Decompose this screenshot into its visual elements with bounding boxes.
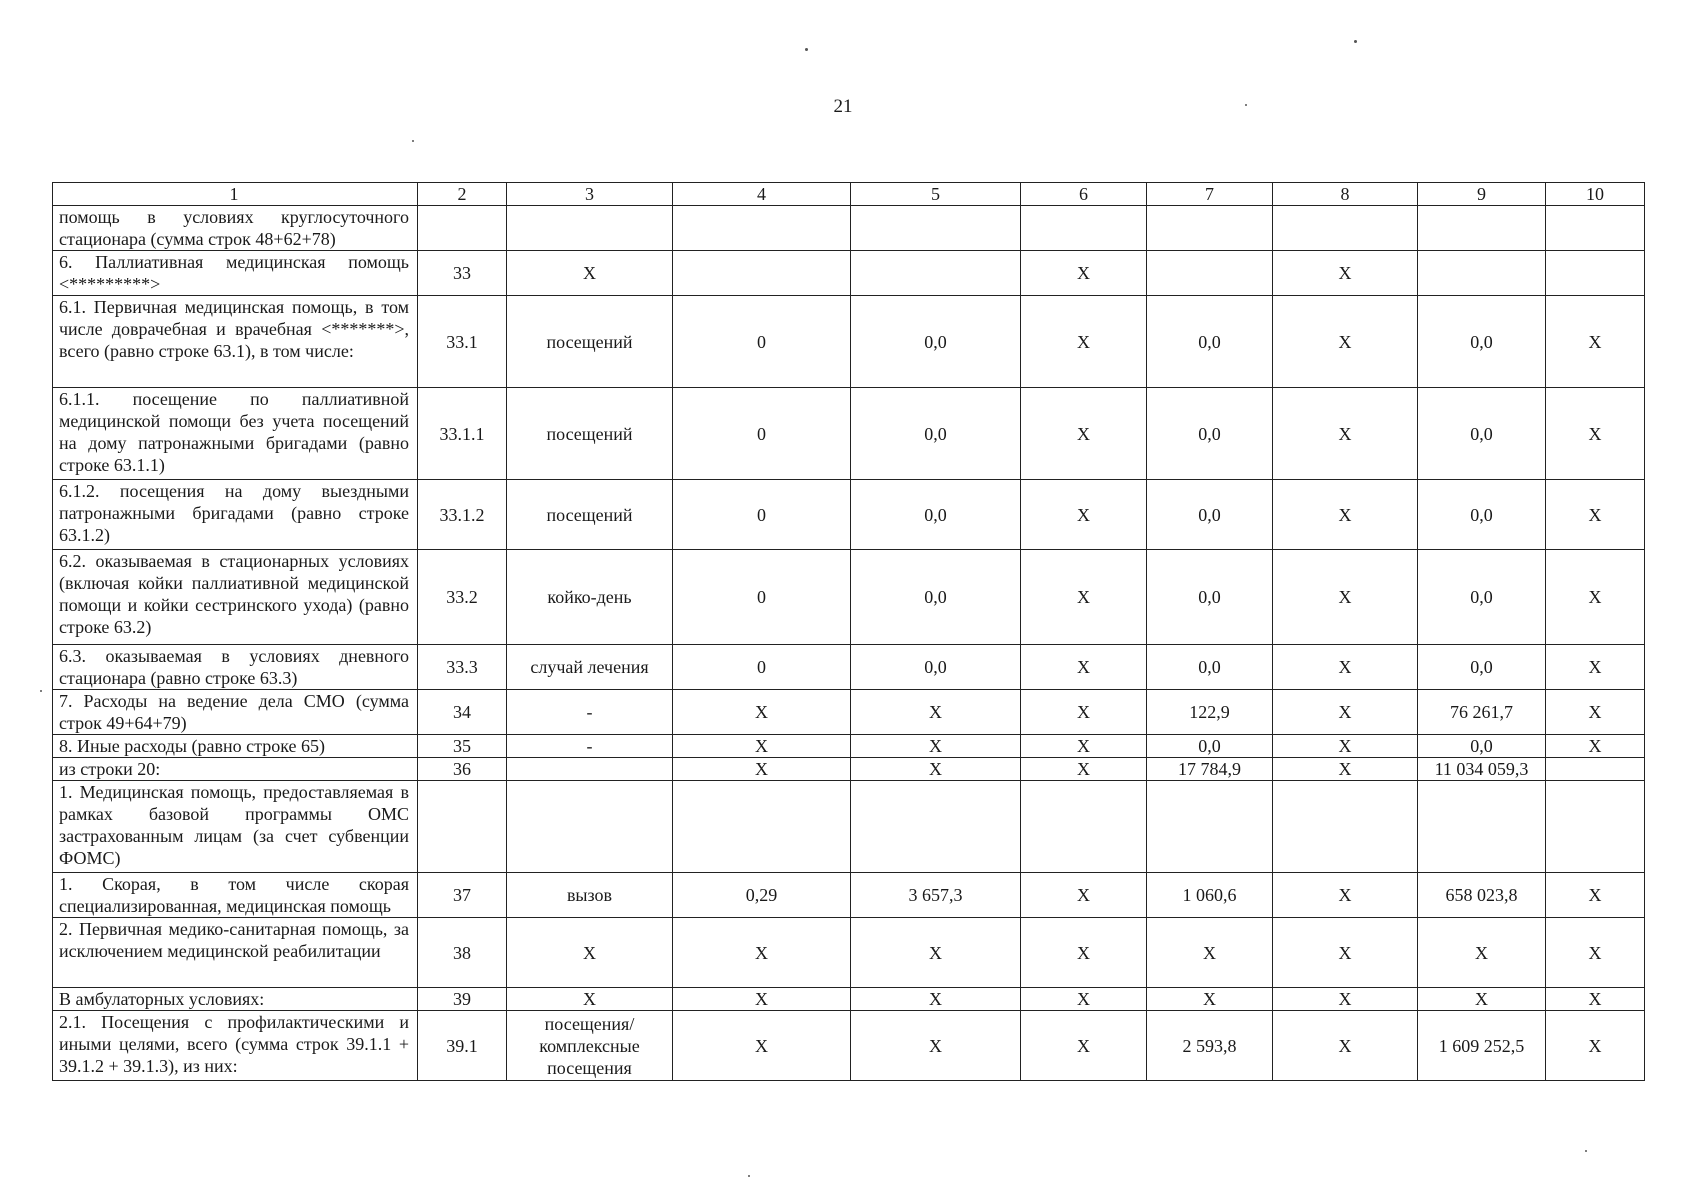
table-cell: посещений xyxy=(507,480,673,550)
table-cell: 0,0 xyxy=(1418,480,1546,550)
table-cell: 38 xyxy=(418,918,507,988)
table-cell xyxy=(851,206,1021,251)
table-row xyxy=(53,251,1645,296)
table-row xyxy=(53,550,1645,645)
table-cell xyxy=(673,206,851,251)
column-header: 4 xyxy=(673,183,851,206)
table-cell: Х xyxy=(851,758,1021,781)
table-cell: Х xyxy=(673,758,851,781)
table-cell: Х xyxy=(507,918,673,988)
table-row xyxy=(53,206,1645,251)
table-cell xyxy=(1546,758,1645,781)
table-cell: Х xyxy=(1021,690,1147,735)
page-number: 21 xyxy=(833,96,853,117)
table-cell xyxy=(507,781,673,873)
table-cell: 0,0 xyxy=(851,388,1021,480)
table-cell: 39.1 xyxy=(418,1011,507,1081)
table-cell xyxy=(1546,251,1645,296)
table-cell: Х xyxy=(1273,735,1418,758)
table-cell xyxy=(1021,206,1147,251)
table-cell: 3 657,3 xyxy=(851,873,1021,918)
table-row xyxy=(53,645,1645,690)
row-label-cell: 6.1. Первичная медицинская помощь, в том числе доврачебная и врачебная <*******>, всего (равно строке 63.1), в том числе: xyxy=(53,296,418,388)
table-cell: 1 609 252,5 xyxy=(1418,1011,1546,1081)
column-header: 3 xyxy=(507,183,673,206)
table-cell xyxy=(673,781,851,873)
column-header: 10 xyxy=(1546,183,1645,206)
table-cell: 0,0 xyxy=(1147,550,1273,645)
table-cell: 33.1 xyxy=(418,296,507,388)
table-cell: 39 xyxy=(418,988,507,1011)
row-label-cell: 2.1. Посещения с профилактическими и иными целями, всего (сумма строк 39.1.1 + 39.1.2 + 39.1.3), из них: xyxy=(53,1011,418,1081)
table-cell: 33.1.1 xyxy=(418,388,507,480)
row-label-cell: 6.2. оказываемая в стационарных условиях (включая койки паллиативной медицинской помощи и койки сестринского ухода) (равно строке 63.2) xyxy=(53,550,418,645)
table-cell xyxy=(418,206,507,251)
table-cell: 122,9 xyxy=(1147,690,1273,735)
table-cell: Х xyxy=(1147,988,1273,1011)
table-cell: Х xyxy=(1273,550,1418,645)
scan-speck xyxy=(1245,104,1247,106)
table-cell: Х xyxy=(1546,988,1645,1011)
table-cell xyxy=(851,781,1021,873)
table-cell: Х xyxy=(1021,758,1147,781)
table-cell: Х xyxy=(1273,645,1418,690)
table-cell: Х xyxy=(851,690,1021,735)
table-cell: 0,0 xyxy=(1147,645,1273,690)
row-label-cell: 1. Скорая, в том числе скорая специализированная, медицинская помощь xyxy=(53,873,418,918)
table-cell: Х xyxy=(673,690,851,735)
table-cell: Х xyxy=(1021,480,1147,550)
table-cell: 0,0 xyxy=(1147,735,1273,758)
table-cell: 76 261,7 xyxy=(1418,690,1546,735)
row-label-cell: В амбулаторных условиях: xyxy=(53,988,418,1011)
table-cell: 0 xyxy=(673,388,851,480)
data-table xyxy=(52,182,1645,1081)
table-cell: 11 034 059,3 xyxy=(1418,758,1546,781)
table-cell xyxy=(673,251,851,296)
table-cell: Х xyxy=(1546,873,1645,918)
table-cell: Х xyxy=(1021,251,1147,296)
table-cell: случай лечения xyxy=(507,645,673,690)
row-label-cell: 2. Первичная медико-санитарная помощь, за исключением медицинской реабилитации xyxy=(53,918,418,988)
table-cell: 2 593,8 xyxy=(1147,1011,1273,1081)
table-cell: Х xyxy=(1021,988,1147,1011)
table-row xyxy=(53,480,1645,550)
column-header: 5 xyxy=(851,183,1021,206)
table-cell: Х xyxy=(1546,645,1645,690)
table-cell: Х xyxy=(1546,388,1645,480)
header-row xyxy=(53,183,1645,206)
table-cell: 35 xyxy=(418,735,507,758)
scan-speck xyxy=(412,140,414,142)
table-cell xyxy=(1546,781,1645,873)
table-cell: Х xyxy=(1273,251,1418,296)
table-cell: Х xyxy=(507,251,673,296)
table-cell: Х xyxy=(1273,296,1418,388)
table-cell: 0 xyxy=(673,480,851,550)
table-cell: Х xyxy=(1546,918,1645,988)
table-cell: Х xyxy=(1273,873,1418,918)
table-cell: посещений xyxy=(507,388,673,480)
table-cell xyxy=(418,781,507,873)
table-cell: 658 023,8 xyxy=(1418,873,1546,918)
table-cell: Х xyxy=(1546,690,1645,735)
table-row xyxy=(53,296,1645,388)
table-cell: Х xyxy=(673,735,851,758)
table-cell: 1 060,6 xyxy=(1147,873,1273,918)
table-cell: посещения/комплексные посещения xyxy=(507,1011,673,1081)
table-cell: Х xyxy=(1021,1011,1147,1081)
table-cell: 0 xyxy=(673,296,851,388)
row-label-cell: 6.1.2. посещения на дому выездными патронажными бригадами (равно строке 63.1.2) xyxy=(53,480,418,550)
table-cell: Х xyxy=(507,988,673,1011)
table-cell: Х xyxy=(1021,645,1147,690)
table-cell: 17 784,9 xyxy=(1147,758,1273,781)
table-cell: Х xyxy=(1546,296,1645,388)
table-cell: Х xyxy=(851,735,1021,758)
row-label-cell: 6.1.1. посещение по паллиативной медицинской помощи без учета посещений на дому патронажными бригадами (равно строке 63.1.1) xyxy=(53,388,418,480)
row-label-cell: 6.3. оказываемая в условиях дневного стационара (равно строке 63.3) xyxy=(53,645,418,690)
row-label-cell: 8. Иные расходы (равно строке 65) xyxy=(53,735,418,758)
table-cell xyxy=(1418,781,1546,873)
table-cell: Х xyxy=(1021,918,1147,988)
column-header: 9 xyxy=(1418,183,1546,206)
scan-speck xyxy=(805,48,808,51)
table-cell xyxy=(507,758,673,781)
table-cell: - xyxy=(507,735,673,758)
table-cell: 0,0 xyxy=(1418,296,1546,388)
table-cell xyxy=(507,206,673,251)
table-cell: 0 xyxy=(673,550,851,645)
table-cell: койко-день xyxy=(507,550,673,645)
table-cell: 0,0 xyxy=(1147,388,1273,480)
column-header: 2 xyxy=(418,183,507,206)
table-cell xyxy=(1418,251,1546,296)
table-cell: Х xyxy=(1273,690,1418,735)
column-header: 8 xyxy=(1273,183,1418,206)
table-cell: 0,29 xyxy=(673,873,851,918)
table-cell: - xyxy=(507,690,673,735)
table-cell: Х xyxy=(1021,873,1147,918)
row-label-cell: 6. Паллиативная медицинская помощь <*********> xyxy=(53,251,418,296)
table-cell xyxy=(1021,781,1147,873)
table-cell: 0,0 xyxy=(851,480,1021,550)
table-cell: 33.2 xyxy=(418,550,507,645)
table-cell: Х xyxy=(1546,550,1645,645)
table-cell: 36 xyxy=(418,758,507,781)
table-cell: 0,0 xyxy=(1418,550,1546,645)
table-cell: 0,0 xyxy=(1147,480,1273,550)
table-cell: Х xyxy=(1418,988,1546,1011)
table-cell: Х xyxy=(1546,480,1645,550)
table-cell: 33 xyxy=(418,251,507,296)
table-row xyxy=(53,758,1645,781)
table-row xyxy=(53,988,1645,1011)
table-cell: 0,0 xyxy=(851,550,1021,645)
table-cell: 34 xyxy=(418,690,507,735)
table-cell: 0,0 xyxy=(1418,645,1546,690)
table-row xyxy=(53,1011,1645,1081)
row-label-cell: 1. Медицинская помощь, предоставляемая в рамках базовой программы ОМС застрахованным лицам (за счет субвенции ФОМС) xyxy=(53,781,418,873)
scan-speck xyxy=(40,690,42,692)
column-header: 7 xyxy=(1147,183,1273,206)
scan-speck xyxy=(748,1175,750,1177)
table-cell: Х xyxy=(1147,918,1273,988)
table-cell: Х xyxy=(673,988,851,1011)
table-cell: 0,0 xyxy=(851,296,1021,388)
table-row xyxy=(53,690,1645,735)
table-cell: 0,0 xyxy=(1418,735,1546,758)
column-header: 1 xyxy=(53,183,418,206)
table-cell: Х xyxy=(1021,296,1147,388)
table-cell: Х xyxy=(673,1011,851,1081)
table-cell: Х xyxy=(1273,758,1418,781)
table-cell: Х xyxy=(851,988,1021,1011)
table-cell: Х xyxy=(1273,988,1418,1011)
row-label-cell: 7. Расходы на ведение дела СМО (сумма строк 49+64+79) xyxy=(53,690,418,735)
table-cell: Х xyxy=(1418,918,1546,988)
table-cell: Х xyxy=(851,1011,1021,1081)
table-cell: Х xyxy=(673,918,851,988)
table-cell xyxy=(1147,251,1273,296)
table-cell: Х xyxy=(1546,735,1645,758)
scan-speck xyxy=(1585,1150,1587,1152)
table-cell xyxy=(1273,781,1418,873)
table-cell xyxy=(851,251,1021,296)
table-cell xyxy=(1147,206,1273,251)
table-row xyxy=(53,388,1645,480)
table-cell: 33.3 xyxy=(418,645,507,690)
column-header: 6 xyxy=(1021,183,1147,206)
table-cell: 0,0 xyxy=(1418,388,1546,480)
table-cell xyxy=(1273,206,1418,251)
table-cell: вызов xyxy=(507,873,673,918)
table-cell: Х xyxy=(851,918,1021,988)
table-row xyxy=(53,918,1645,988)
table-cell: 0,0 xyxy=(851,645,1021,690)
table-cell xyxy=(1418,206,1546,251)
table-cell: 0,0 xyxy=(1147,296,1273,388)
table-cell: Х xyxy=(1546,1011,1645,1081)
table-row xyxy=(53,873,1645,918)
table-cell: Х xyxy=(1021,735,1147,758)
row-label-cell: из строки 20: xyxy=(53,758,418,781)
table-cell xyxy=(1147,781,1273,873)
table-cell: Х xyxy=(1273,480,1418,550)
table-cell: 37 xyxy=(418,873,507,918)
scan-speck xyxy=(1354,40,1357,43)
table-cell: Х xyxy=(1273,388,1418,480)
table-cell xyxy=(1546,206,1645,251)
table-cell: Х xyxy=(1021,388,1147,480)
table-cell: 0 xyxy=(673,645,851,690)
table-cell: Х xyxy=(1273,918,1418,988)
row-label-cell: помощь в условиях круглосуточного стационара (сумма строк 48+62+78) xyxy=(53,206,418,251)
table-row xyxy=(53,781,1645,873)
table-cell: посещений xyxy=(507,296,673,388)
table-row xyxy=(53,735,1645,758)
table-cell: Х xyxy=(1273,1011,1418,1081)
table-cell: Х xyxy=(1021,550,1147,645)
table-cell: 33.1.2 xyxy=(418,480,507,550)
